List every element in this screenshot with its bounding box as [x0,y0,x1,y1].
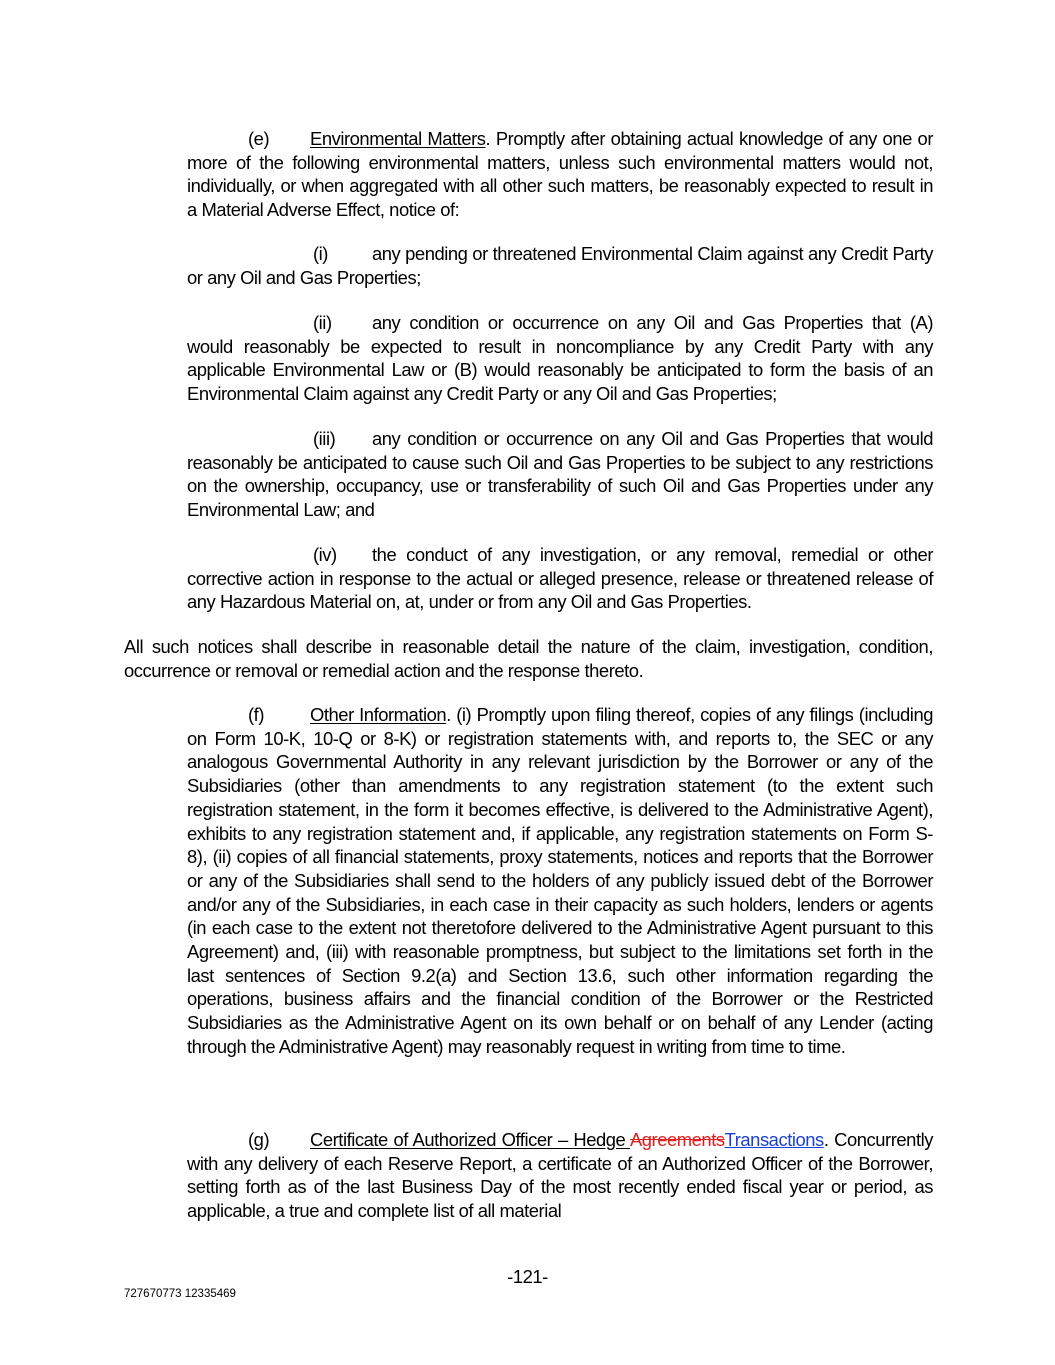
item-i-text: any pending or threatened Environmental Claim against any Credit Party or any Oil and Gas Properties; [187,243,933,288]
item-iii-paragraph [187,427,933,522]
item-ii-paragraph [187,311,933,406]
section-g-heading-end: . [823,1129,829,1150]
inserted-text: Transactions [724,1129,824,1150]
item-iv-paragraph [187,543,933,614]
section-e-text: . Promptly after obtaining actual knowledge of any one or more of the following environmental matters, unless such environmental matters would not, individually, or when aggregated with all other such matters, be reasonably expected to result in a Material Adverse Effect, notice of: [187,128,933,221]
section-f-text: . (i) Promptly upon filing thereof, copies of any filings (including on Form 10-K, 10-Q or 8-K) or registration statements with, and reports to, the SEC or any analogous Governmental Authority in any relevant jurisdiction by the Borrower or any of the Subsidiaries (other than amendments to any registration statement (to the extent such registration statement, in the form it becomes effective, is delivered to the Administrative Agent), exhibits to any registration statement and, if applicable, any registration statements on Form S-8), (ii) copies of all financial statements, proxy statements, notices and reports that the Borrower or any of the Subsidiaries shall send to the holders of any publicly issued debt of the Borrower and/or any of the Subsidiaries, in each case in their capacity as such holders, lenders or agents (in each case to the extent not theretofore delivered to the Administrative Agent pursuant to this Agreement) and, (iii) with reasonable promptness, but subject to the limitations set forth in the last sentences of Section 9.2(a) and Section 13.6, such other information regarding the operations, business affairs and the financial condition of the Borrower or the Restricted Subsidiaries as the Administrative Agent on its own behalf or on behalf of any Lender (acting through the Administrative Agent) may reasonably request in writing from time to time. [187,704,933,1057]
section-g-label: (g) [248,1129,270,1150]
item-iv-text: the conduct of any investigation, or any removal, remedial or other corrective action in response to the actual or alleged presence, release or threatened release of any Hazardous Material on, at, under or from any Oil and Gas Properties. [187,544,933,613]
section-f-label: (f) [248,704,265,725]
section-g-heading: Certificate of Authorized Officer – Hedge [310,1129,630,1150]
section-g-text: Concurrently with any delivery of each Reserve Report, a certificate of an Authorized Officer of the Borrower, setting forth as of the last Business Day of the most recently ended fiscal year or period, as applicable, a true and complete list of all material [187,1129,933,1222]
section-f-paragraph [187,703,933,1059]
deleted-text: Agreements [629,1129,725,1150]
section-e-paragraph [187,127,933,222]
item-ii-label: (ii) [313,312,332,333]
section-f-heading: Other Information [310,704,447,725]
item-i-label: (i) [313,243,328,264]
notices-paragraph: All such notices shall describe in reasonable detail the nature of the claim, investigation, condition, occurrence or removal or remedial action and the response thereto. [124,636,933,681]
page-number: -121- [507,1266,548,1287]
item-iii-text: any condition or occurrence on any Oil and Gas Properties that would reasonably be anticipated to cause such Oil and Gas Properties to be subject to any restrictions on the ownership, occupancy, use or transferability of such Oil and Gas Properties under any Environmental Law; and [187,428,933,521]
section-g-paragraph [187,1128,933,1223]
item-iii-label: (iii) [313,428,336,449]
item-i-paragraph [187,242,933,289]
item-ii-text: any condition or occurrence on any Oil and Gas Properties that (A) would reasonably be expected to result in noncompliance by any Credit Party with any applicable Environmental Law or (B) would reasonably be anticipated to form the basis of an Environmental Claim against any Credit Party or any Oil and Gas Properties; [187,312,933,405]
document-id: 727670773 12335469 [124,1288,236,1300]
section-e-label: (e) [248,128,270,149]
section-e-heading: Environmental Matters [310,128,486,149]
item-iv-label: (iv) [313,544,337,565]
